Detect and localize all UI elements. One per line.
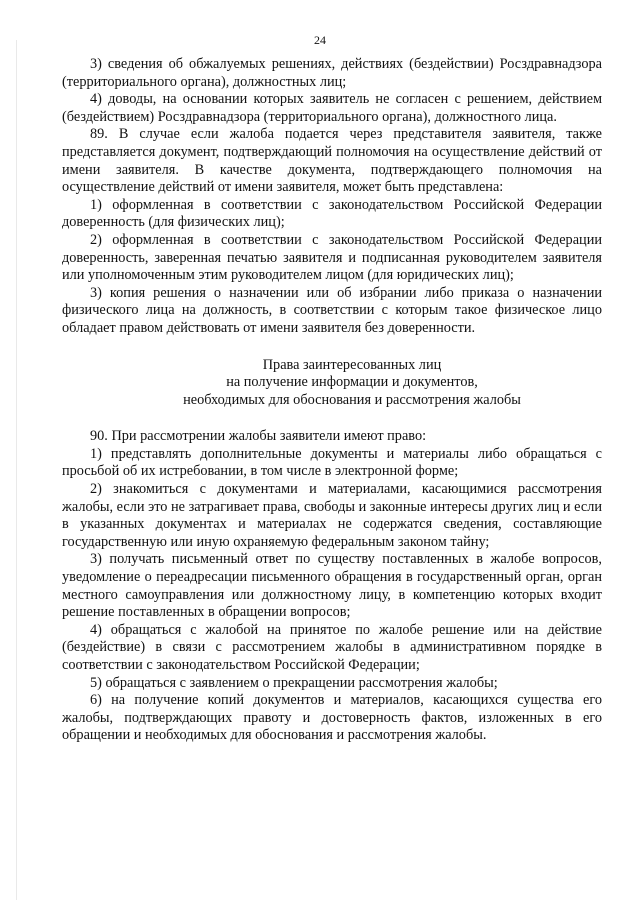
document-body — [62, 56, 602, 745]
scan-margin-line — [16, 40, 17, 900]
paragraph: 4) доводы, на основании которых заявитель не согласен с решением, действием (бездействием) Росздравнадзора (территориального органа), должностного лица. — [62, 91, 602, 125]
heading-line: на получение информации и документов, — [226, 374, 478, 391]
paragraph: 2) оформленная в соответствии с законодательством Российской Федерации доверенность, заверенная печатью заявителя и подписанная руководителем заявителя или уполномоченным этим руководителем лицом (для юридических лиц); — [62, 231, 602, 284]
paragraph: 3) получать письменный ответ по существу поставленных в жалобе вопросов, уведомление о переадресации письменного обращения в государственный орган, орган местного самоуправления или должностному лицу, в компетенцию которых входит решение поставленных в обращении вопросов; — [62, 551, 602, 621]
heading-line: необходимых для обоснования и рассмотрения жалобы — [183, 391, 521, 408]
section-heading — [62, 357, 602, 410]
paragraph: 90. При рассмотрении жалобы заявители имеют право: — [90, 428, 427, 445]
page-number: 24 — [314, 33, 326, 47]
paragraph: 3) копия решения о назначении или об избрании либо приказа о назначении физического лица на должность, в соответствии с которым такое физическое лицо обладает правом действовать от имени заявителя без доверенности. — [62, 284, 602, 336]
heading-line: Права заинтересованных лиц — [262, 356, 442, 373]
paragraph: 6) на получение копий документов и материалов, касающихся существа его жалобы, подтверждающих правоту и достоверность фактов, изложенных в его обращении и необходимых для обоснования и рассмотрения жалобы. — [62, 692, 602, 744]
paragraph: 89. В случае если жалоба подается через представителя заявителя, также представляется документ, подтверждающий полномочия на осуществление действий от имени заявителя. В качестве документа, подтверждающего полномочия на осуществление действий от имени заявителя, может быть представлена: — [62, 126, 602, 196]
paragraph: 4) обращаться с жалобой на принятое по жалобе решение или на действие (бездействие) в связи с рассмотрением жалобы в административном порядке в соответствии с законодательством Российской Федерации; — [62, 621, 602, 673]
paragraph: 5) обращаться с заявлением о прекращении рассмотрения жалобы; — [90, 674, 498, 691]
paragraph: 1) оформленная в соответствии с законодательством Российской Федерации доверенность (для физических лиц); — [62, 196, 602, 231]
paragraph: 3) сведения об обжалуемых решениях, действиях (бездействии) Росздравнадзора (территориального органа), должностных лиц; — [62, 56, 602, 90]
paragraph: 1) представлять дополнительные документы и материалы либо обращаться с просьбой об их истребовании, в том числе в электронной форме; — [62, 445, 602, 480]
paragraph: 2) знакомиться с документами и материалами, касающимися рассмотрения жалобы, если это не затрагивает права, свободы и законные интересы других лиц и если в указанных документах и материалах не содержатся сведения, составляющие государственную или иную охраняемую федеральным законом тайну; — [62, 481, 602, 550]
